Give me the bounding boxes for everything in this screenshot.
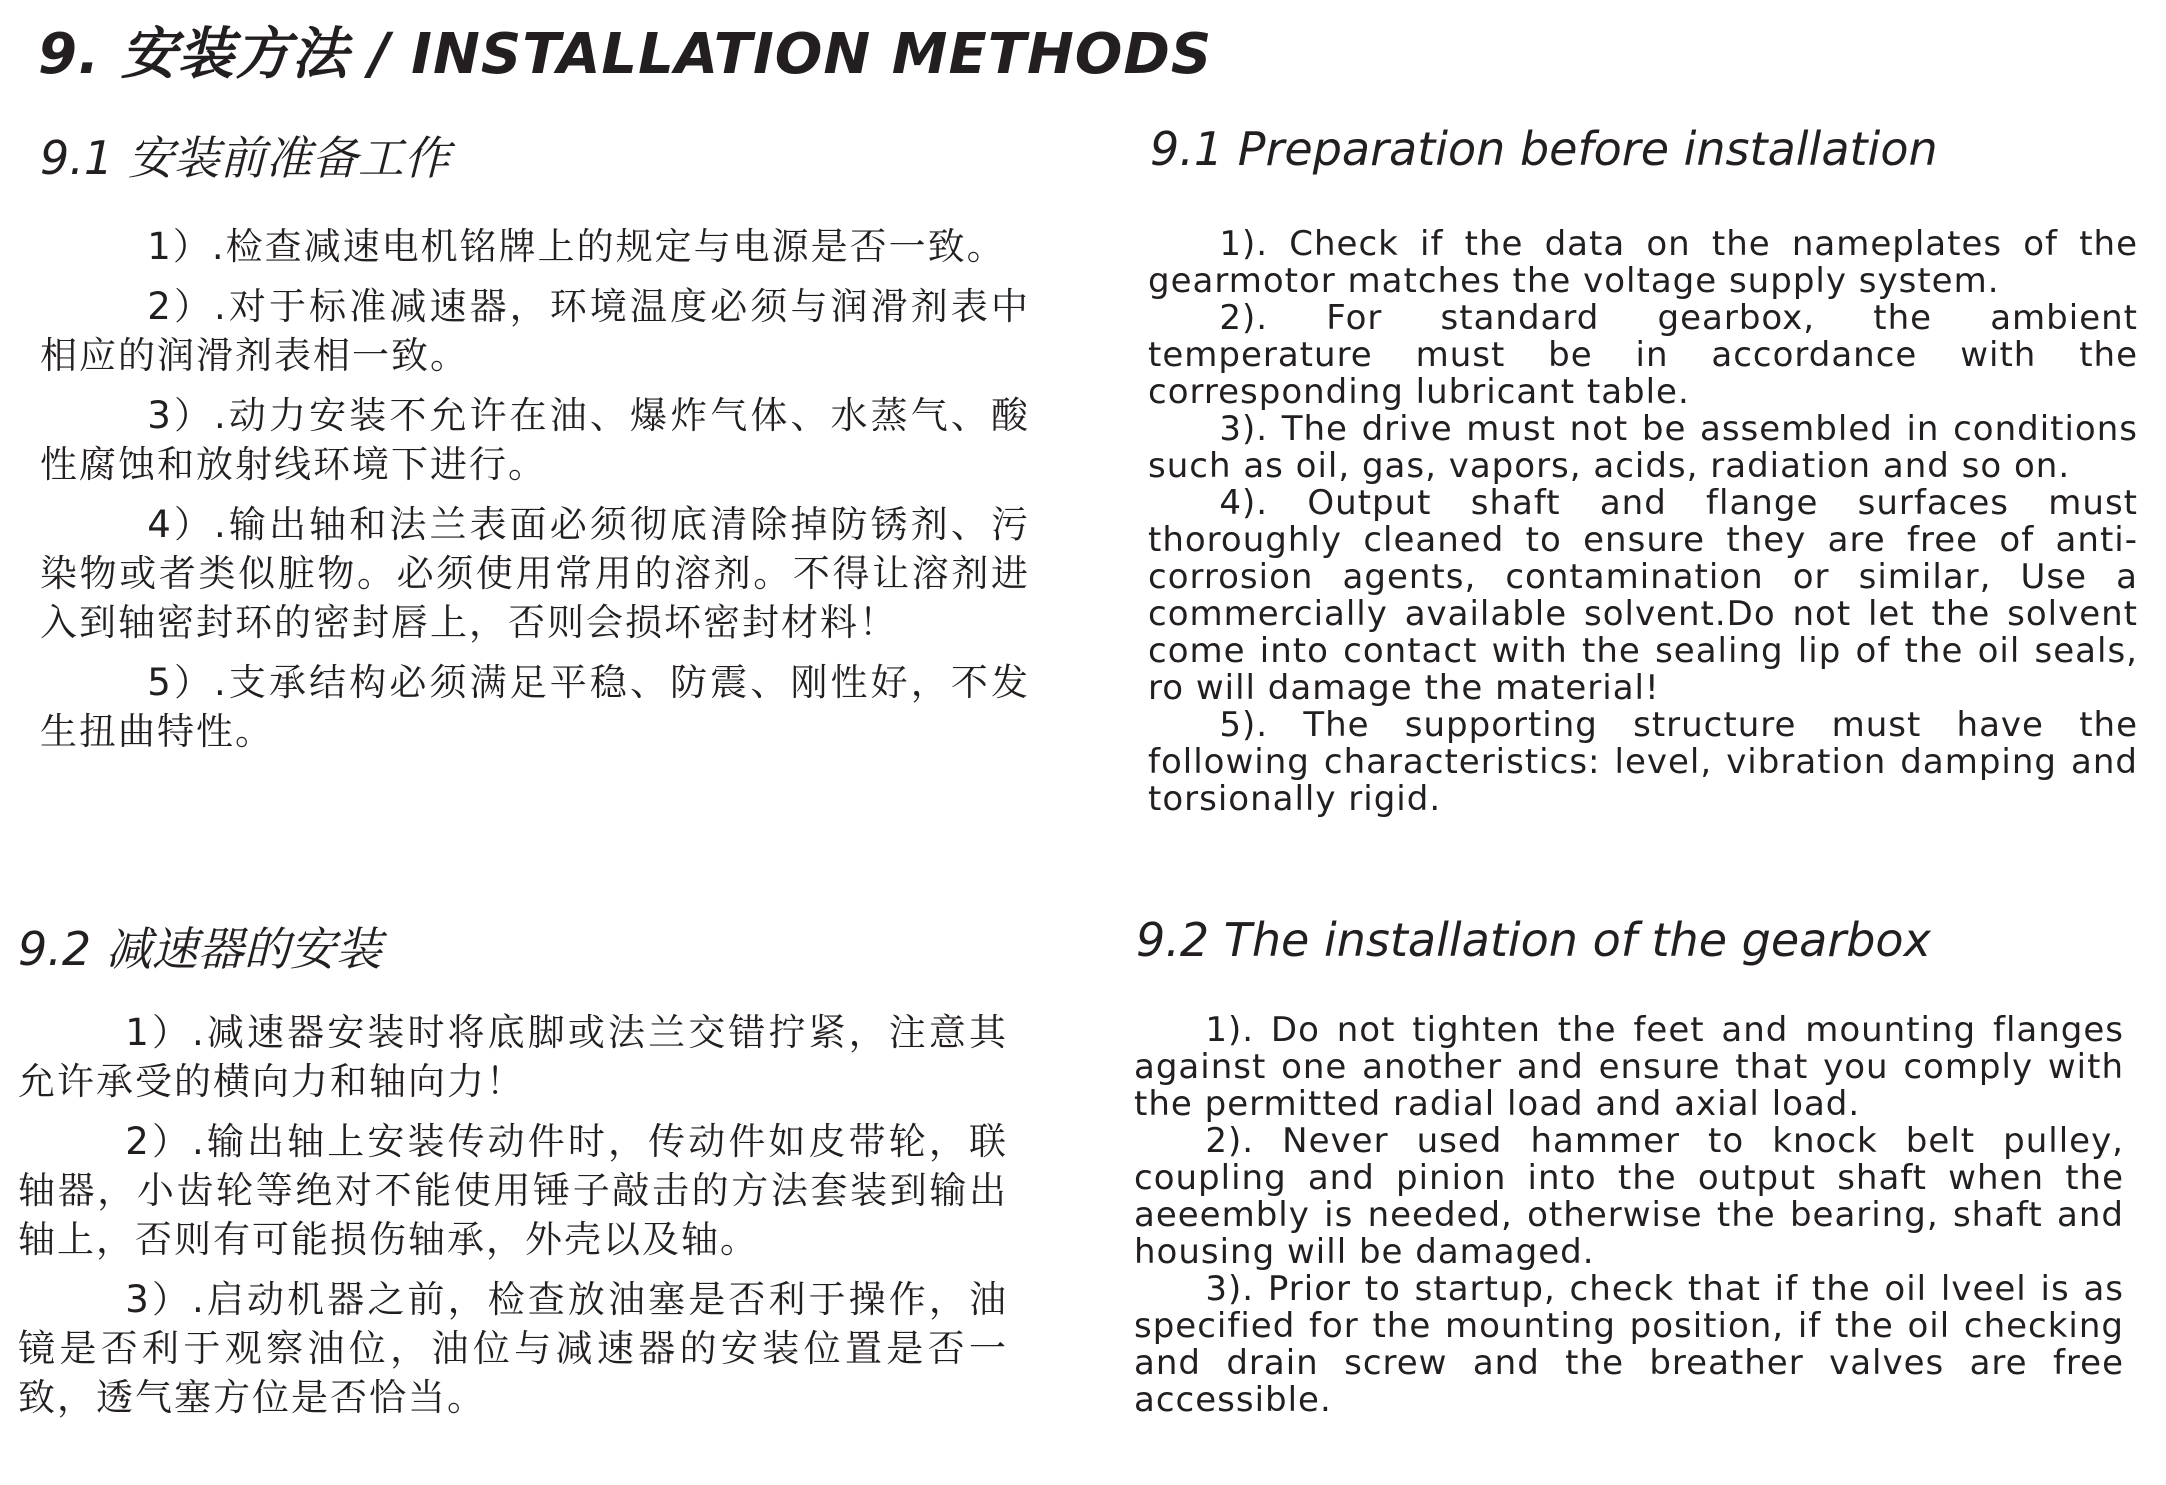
zh-paragraph: 5）.支承结构必须满足平稳、防震、刚性好，不发生扭曲特性。 — [40, 661, 1030, 753]
zh-paragraph: 3）.动力安装不允许在油、爆炸气体、水蒸气、酸性腐蚀和放射线环境下进行。 — [40, 394, 1030, 486]
en-paragraph: 1). Check if the data on the nameplates of the gearmotor matches the voltage supply system. — [1148, 224, 2138, 301]
section-9-1-en-body — [1148, 226, 2138, 818]
en-paragraph: 5). The supporting structure must have the following characteristics: level, vibration damping and torsionally rigid. — [1148, 705, 2138, 819]
section-9-2-title-zh: 9.2 减速器的安装 — [18, 922, 382, 976]
zh-paragraph: 3）.启动机器之前，检查放油塞是否利于操作，油镜是否利于观察油位，油位与减速器的安装位置是否一致，透气塞方位是否恰当。 — [18, 1278, 1008, 1419]
section-9-2-en-body — [1134, 1012, 2124, 1419]
zh-paragraph: 4）.输出轴和法兰表面必须彻底清除掉防锈剂、污染物或者类似脏物。必须使用常用的溶剂。不得让溶剂进入到轴密封环的密封唇上，否则会损坏密封材料！ — [40, 503, 1030, 644]
en-paragraph: 1). Do not tighten the feet and mounting flanges against one another and ensure that you comply with the permitted radial load and axial load. — [1134, 1010, 2124, 1124]
en-paragraph: 2). Never used hammer to knock belt pulley, coupling and pinion into the output shaft when the aeeembly is needed, otherwise the bearing, shaft and housing will be damaged. — [1134, 1121, 2124, 1272]
en-paragraph: 2). For standard gearbox, the ambient temperature must be in accordance with the corresponding lubricant table. — [1148, 298, 2138, 412]
en-paragraph: 3). Prior to startup, check that if the oil lveel is as specified for the mounting position, if the oil checking and drain screw and the breather valves are free accessible. — [1134, 1269, 2124, 1420]
section-9-2-title-en: 9.2 The installation of the gearbox — [1136, 913, 1931, 967]
section-9-2-zh-body — [18, 1008, 1008, 1433]
en-paragraph: 3). The drive must not be assembled in conditions such as oil, gas, vapors, acids, radiation and so on. — [1148, 409, 2138, 486]
page-title: 9. 安装方法 / INSTALLATION METHODS — [38, 22, 1213, 87]
zh-paragraph: 2）.对于标准减速器，环境温度必须与润滑剂表中相应的润滑剂表相一致。 — [40, 285, 1030, 377]
zh-paragraph: 1）.减速器安装时将底脚或法兰交错拧紧，注意其允许承受的横向力和轴向力！ — [18, 1011, 1008, 1103]
section-9-1-title-en: 9.1 Preparation before installation — [1150, 122, 1938, 176]
en-paragraph: 4). Output shaft and flange surfaces must thoroughly cleaned to ensure they are free of anti-corrosion agents, contamination or similar, Use a commercially available solvent.Do not let the solvent come into contact with the sealing lip of the oil seals, ro will damage the material! — [1148, 483, 2138, 708]
section-9-1-title-zh: 9.1 安装前准备工作 — [40, 131, 450, 185]
zh-paragraph: 1）.检查减速电机铭牌上的规定与电源是否一致。 — [147, 225, 1006, 268]
section-9-1-zh-body — [40, 222, 1030, 767]
zh-paragraph: 2）.输出轴上安装传动件时，传动件如皮带轮，联轴器，小齿轮等绝对不能使用锤子敲击的方法套装到输出轴上，否则有可能损伤轴承，外壳以及轴。 — [18, 1120, 1008, 1261]
